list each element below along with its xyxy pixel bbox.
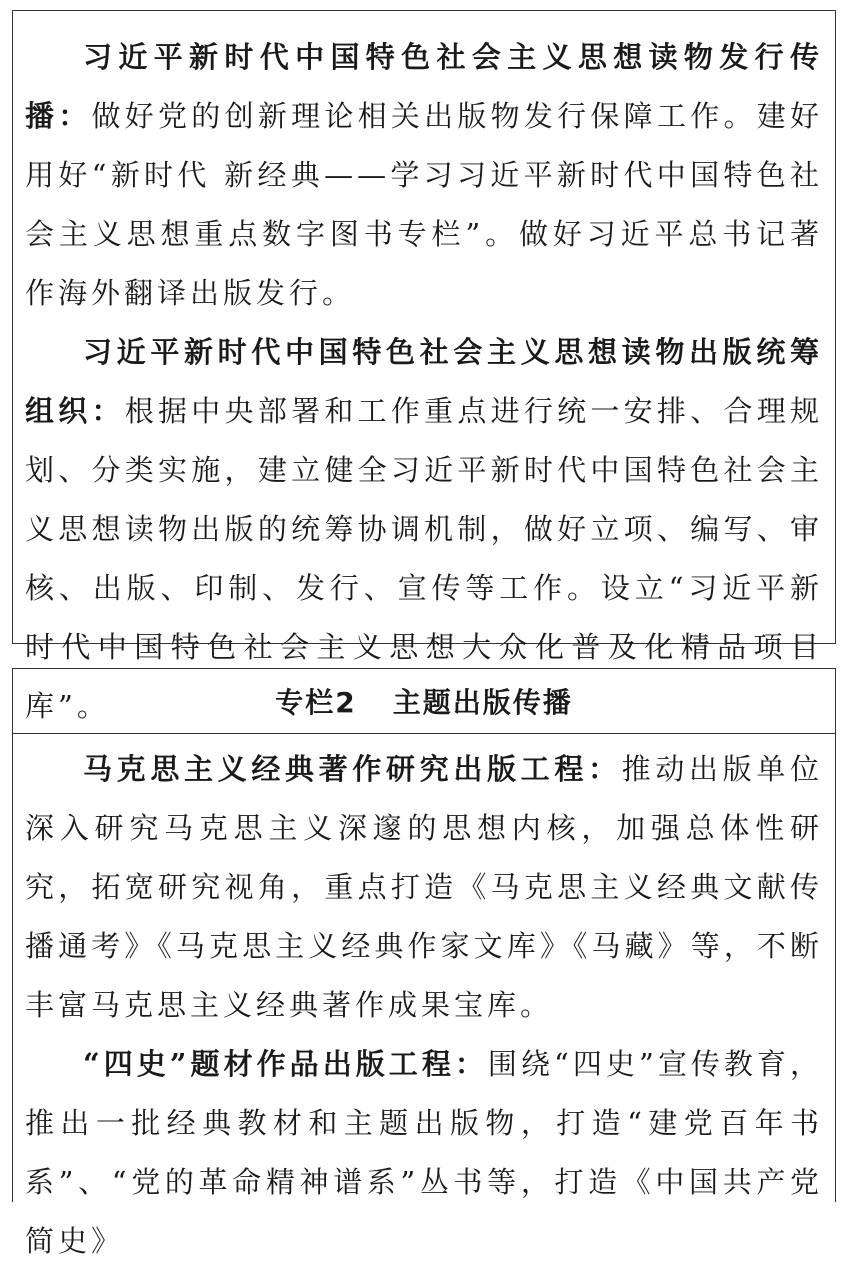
column-title [13, 669, 835, 734]
paragraph-lead: 马克思主义经典著作研究出版工程： [83, 752, 622, 786]
column-number: 专栏2 [275, 686, 357, 719]
paragraph-lead: 习近平新时代中国特色社会主义思想读物出版统筹组织： [25, 335, 823, 428]
paragraph-body: 根据中央部署和工作重点进行统一安排、合理规划、分类实施，建立健全习近平新时代中国特色社会主义思想读物出版的统筹协调机制，做好立项、编写、审核、出版、印制、发行、宣传等工作。设立“习近平新时代中国特色社会主义思想大众化普及化精品项目库”。 [25, 394, 823, 723]
paragraph-body: 推动出版单位深入研究马克思主义深邃的思想内核，加强总体性研究，拓宽研究视角，重点打造《马克思主义经典文献传播通考》《马克思主义经典作家文库》《马藏》等，不断丰富马克思主义经典著作成果宝库。 [25, 752, 823, 1022]
paragraph-marxism-classics [13, 734, 835, 1035]
paragraph-body: 围绕“四史”宣传教育，推出一批经典教材和主题出版物，打造“建党百年书系”、“党的革命精神谱系”丛书等，打造《中国共产党简史》 [25, 1047, 823, 1258]
paragraph-lead: 习近平新时代中国特色社会主义思想读物发行传播： [25, 40, 823, 133]
paragraph-lead: “四史”题材作品出版工程： [83, 1047, 488, 1081]
paragraph-distribution [13, 11, 835, 323]
column-box-2 [12, 668, 836, 1258]
paragraph-four-histories [13, 1035, 835, 1271]
column-title-text: 主题出版传播 [392, 686, 573, 719]
paragraph-body: 做好党的创新理论相关出版物发行保障工作。建好用好“新时代 新经典——学习习近平新时代中国特色社会主义思想重点数字图书专栏”。做好习近平总书记著作海外翻译出版发行。 [25, 99, 823, 310]
